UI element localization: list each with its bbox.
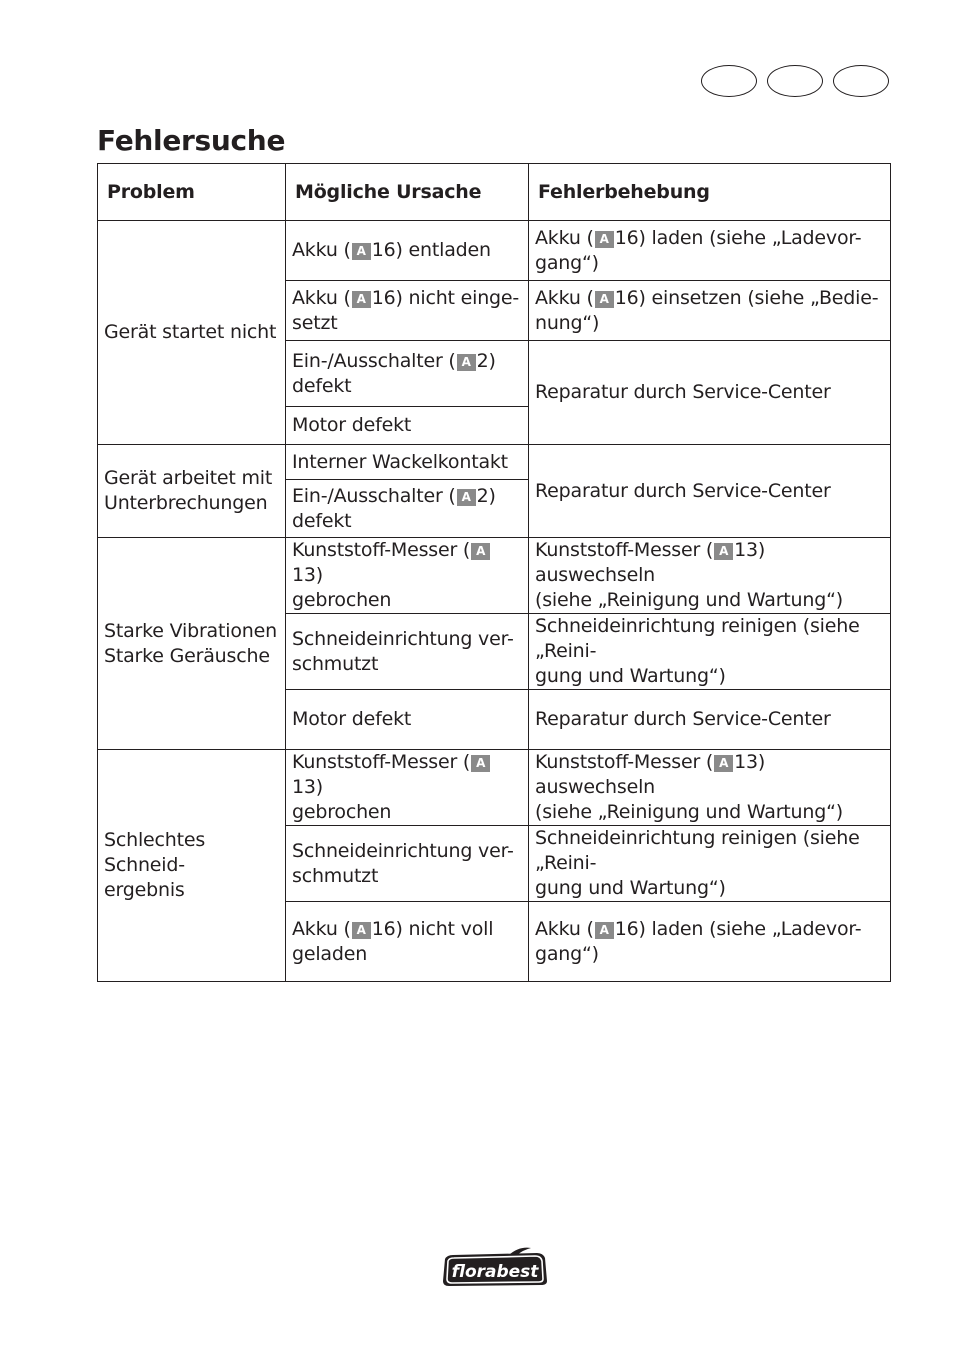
cause-cell <box>286 221 529 281</box>
cell-text: 16) einsetzen (siehe „Bedie- nung“) <box>535 286 879 334</box>
figure-a-icon: A <box>352 291 371 308</box>
cell-text: Motor defekt <box>292 414 412 436</box>
problem-cell <box>98 750 286 982</box>
cause-cell <box>286 750 529 826</box>
cell-text: Ein-/Ausschalter ( <box>292 349 456 372</box>
language-ovals <box>701 65 890 99</box>
cell-text: Ein-/Ausschalter ( <box>292 484 456 507</box>
figure-a-icon: A <box>457 354 476 371</box>
figure-a-icon: A <box>352 922 371 939</box>
problem-text: Schlechtes Schneid- ergebnis <box>104 829 206 901</box>
problem-cell <box>98 445 286 538</box>
cell-text: Reparatur durch Service-Center <box>535 479 831 502</box>
cell-text: Kunststoff-Messer ( <box>292 751 471 773</box>
cell-text: 13) auswechseln (siehe „Reinigung und Wartung“) <box>535 751 843 823</box>
cell-text: Interner Wackelkontakt <box>292 450 508 473</box>
cause-cell <box>286 341 529 407</box>
fix-cell <box>529 281 891 341</box>
header-fix: Fehlerbehebung <box>529 164 891 221</box>
logo-text: florabest <box>451 1262 539 1282</box>
table-row <box>98 221 891 281</box>
cause-cell <box>286 407 529 445</box>
fix-cell <box>529 750 891 826</box>
cell-text: 16) laden (siehe „Ladevor- gang“) <box>535 917 862 965</box>
cause-cell <box>286 281 529 341</box>
cell-text: Reparatur durch Service-Center <box>535 381 831 403</box>
cell-text: Akku ( <box>535 286 594 309</box>
figure-a-icon: A <box>595 231 614 248</box>
cause-cell <box>286 690 529 750</box>
cell-text: Akku ( <box>535 226 594 249</box>
header-cause: Mögliche Ursache <box>286 164 529 221</box>
figure-a-icon: A <box>595 291 614 308</box>
fix-cell <box>529 341 891 445</box>
cause-cell <box>286 480 529 538</box>
cell-text: Schneideinrichtung ver- schmutzt <box>292 839 514 887</box>
cell-text: 16) nicht einge- setzt <box>292 286 520 334</box>
fix-cell <box>529 826 891 902</box>
figure-a-icon: A <box>714 543 733 560</box>
cell-text: Reparatur durch Service-Center <box>535 708 831 730</box>
cell-text: Kunststoff-Messer ( <box>535 751 714 773</box>
language-oval <box>701 65 757 97</box>
cause-cell <box>286 614 529 690</box>
troubleshooting-table <box>97 163 891 982</box>
table-header-row <box>98 164 891 221</box>
fix-cell <box>529 902 891 982</box>
cell-text: 13) auswechseln (siehe „Reinigung und Wartung“) <box>535 539 843 611</box>
cell-text: Schneideinrichtung ver- schmutzt <box>292 627 514 675</box>
figure-a-icon: A <box>471 543 490 560</box>
cell-text: Schneideinrichtung reinigen (siehe „Reini- gung und Wartung“) <box>535 827 860 899</box>
cell-text: Kunststoff-Messer ( <box>535 539 714 561</box>
language-oval <box>767 65 823 97</box>
cell-text: 13) gebrochen <box>292 564 392 611</box>
problem-text: Gerät arbeitet mit Unterbrechungen <box>104 467 273 514</box>
cell-text: Schneideinrichtung reinigen (siehe „Reini- gung und Wartung“) <box>535 615 860 687</box>
cell-text: 2) defekt <box>292 349 496 397</box>
fix-cell <box>529 445 891 538</box>
page-title: Fehlersuche <box>97 124 286 157</box>
cell-text: Akku ( <box>292 239 351 261</box>
language-oval <box>833 65 889 97</box>
cause-cell <box>286 538 529 614</box>
cell-text: Kunststoff-Messer ( <box>292 539 471 561</box>
problem-text: Gerät startet nicht <box>104 321 277 343</box>
cell-text: Motor defekt <box>292 708 412 730</box>
cause-cell <box>286 826 529 902</box>
cell-text: 16) nicht voll geladen <box>292 917 494 965</box>
figure-a-icon: A <box>714 755 733 772</box>
figure-a-icon: A <box>595 922 614 939</box>
cell-text: Akku ( <box>292 917 351 940</box>
fix-cell <box>529 690 891 750</box>
table-row <box>98 750 891 826</box>
fix-cell <box>529 221 891 281</box>
figure-a-icon: A <box>457 489 476 506</box>
cause-cell <box>286 902 529 982</box>
fix-cell <box>529 614 891 690</box>
problem-cell <box>98 221 286 445</box>
florabest-logo <box>439 1245 551 1289</box>
cell-text: 2) defekt <box>292 484 496 532</box>
header-problem: Problem <box>98 164 286 221</box>
fix-cell <box>529 538 891 614</box>
problem-cell <box>98 538 286 750</box>
table-row <box>98 445 891 480</box>
cell-text: 13) gebrochen <box>292 776 392 823</box>
cell-text: 16) laden (siehe „Ladevor- gang“) <box>535 226 862 274</box>
cell-text: Akku ( <box>535 917 594 940</box>
figure-a-icon: A <box>352 243 371 260</box>
cell-text: 16) entladen <box>371 239 491 261</box>
table-row <box>98 538 891 614</box>
problem-text: Starke Vibrationen Starke Geräusche <box>104 619 277 667</box>
cause-cell <box>286 445 529 480</box>
cell-text: Akku ( <box>292 286 351 309</box>
figure-a-icon: A <box>471 755 490 772</box>
